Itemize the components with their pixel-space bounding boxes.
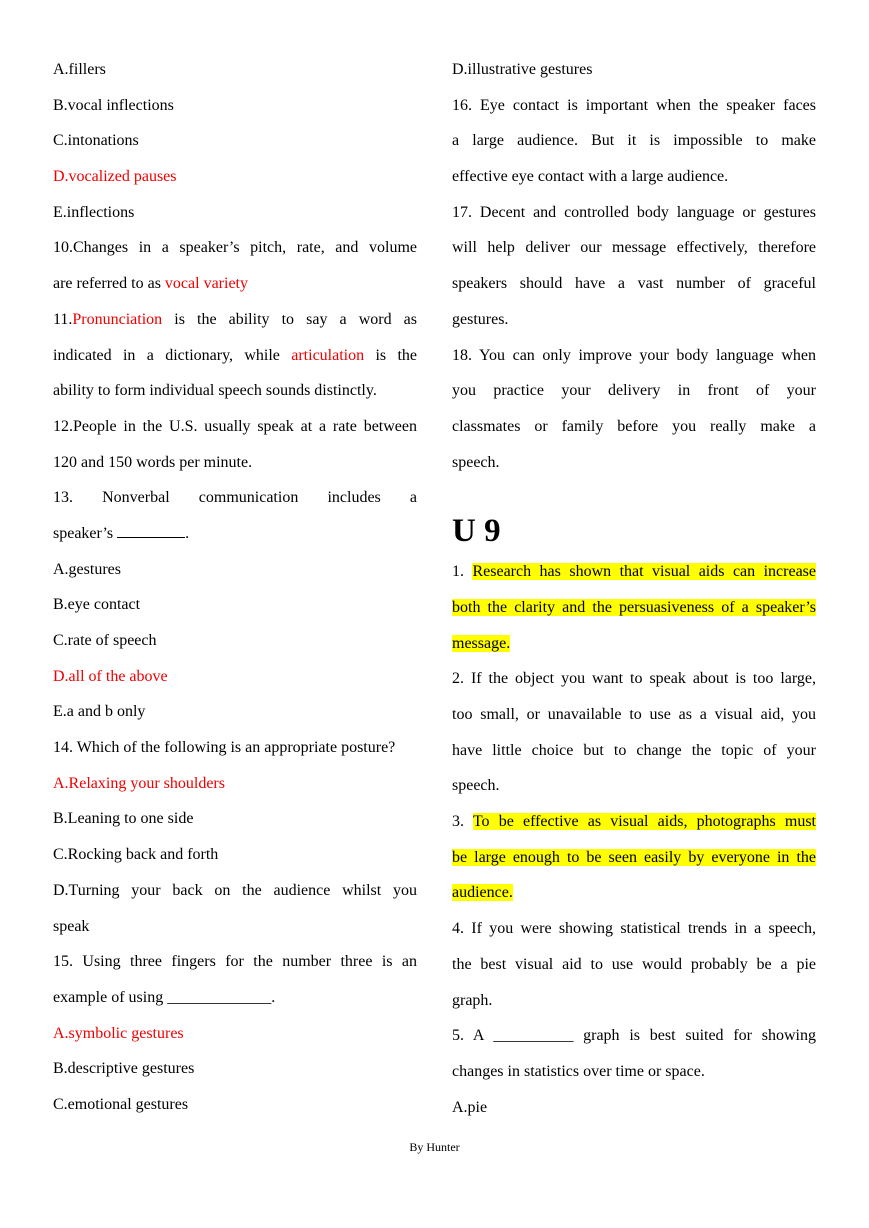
question-11-line: [53, 338, 417, 374]
u9-question-5-line: 5. A __________ graph is best suited for showing: [452, 1027, 816, 1045]
u9-question-2-line: speech.: [452, 777, 500, 795]
option-line: C.emotional gestures: [53, 1095, 189, 1113]
option-line: D.Turning your back on the audience whilst you: [53, 881, 417, 899]
left-column: [53, 52, 417, 1123]
fill-in-blank: [117, 523, 185, 538]
option-line: C.rate of speech: [53, 632, 157, 649]
option-line: A.fillers: [53, 61, 106, 78]
question-11-line: [53, 302, 417, 338]
text-span: 3.: [452, 813, 473, 831]
question-18-line: you practice your delivery in front of your: [452, 382, 816, 400]
question-12-line: 120 and 150 words per minute.: [53, 453, 253, 471]
option-line: C.Rocking back and forth: [53, 846, 219, 864]
option-line: B.eye contact: [53, 596, 141, 614]
highlighted-text: message.: [452, 634, 511, 652]
unit-heading: U 9: [452, 513, 501, 550]
answer-option: A.Relaxing your shoulders: [53, 774, 225, 792]
question-11-line: ability to form individual speech sounds distinctly.: [53, 382, 377, 400]
option-line: D.illustrative gestures: [452, 61, 593, 78]
highlighted-text: both the clarity and the persuasiveness of a speaker’s: [452, 598, 816, 616]
answer-option: D.vocalized pauses: [53, 168, 177, 186]
u9-question-1-line: [452, 554, 816, 590]
option-line: B.vocal inflections: [53, 96, 174, 114]
u9-question-2-line: have little choice but to change the topic of your: [452, 741, 816, 759]
option-line: B.descriptive gestures: [53, 1060, 195, 1078]
u9-question-1-line: [452, 626, 816, 662]
question-17-line: will help deliver our message effectively, therefore: [452, 239, 816, 257]
question-18-line: classmates or family before you really make a: [452, 417, 816, 435]
option-line: speak: [53, 917, 90, 935]
question-13-line: [53, 516, 417, 552]
question-16-line: effective eye contact with a large audience.: [452, 168, 729, 186]
question-17-line: speakers should have a vast number of graceful: [452, 275, 816, 293]
u9-question-3-line: [452, 840, 816, 876]
question-10-line: 10.Changes in a speaker’s pitch, rate, and volume: [53, 239, 417, 257]
text-span: are referred to as: [53, 275, 165, 293]
highlighted-text: To be effective as visual aids, photographs must: [472, 813, 816, 831]
u9-question-4-line: graph.: [452, 991, 493, 1009]
option-line: B.Leaning to one side: [53, 810, 194, 828]
question-15-line: example of using _____________.: [53, 988, 276, 1006]
u9-question-1-line: [452, 590, 816, 626]
answer-text: Pronunciation: [72, 310, 163, 328]
question-16-line: 16. Eye contact is important when the speaker faces: [452, 96, 816, 114]
answer-text: vocal variety: [164, 275, 248, 293]
option-line: A.pie: [452, 1098, 488, 1116]
highlighted-text: Research has shown that visual aids can increase: [472, 563, 817, 581]
question-10-line: [53, 266, 417, 302]
text-span: 11.: [53, 310, 73, 328]
option-line: E.a and b only: [53, 703, 146, 721]
question-16-line: a large audience. But it is impossible to make: [452, 132, 816, 150]
text-span: is the: [364, 346, 418, 364]
text-span: is the ability to say a word as: [162, 310, 417, 328]
page-footer: By Hunter: [409, 1140, 460, 1154]
question-13-line: 13. Nonverbal communication includes a: [53, 489, 417, 507]
question-17-line: gestures.: [452, 310, 509, 328]
text-span: indicated in a dictionary, while: [53, 346, 292, 364]
text-span: 1.: [452, 563, 473, 581]
u9-question-3-line: [452, 875, 816, 911]
option-line: C.intonations: [53, 132, 139, 150]
text-span: .: [185, 524, 190, 542]
question-14-line: 14. Which of the following is an appropriate posture?: [53, 739, 396, 757]
u9-question-5-line: changes in statistics over time or space.: [452, 1062, 705, 1080]
question-18-line: speech.: [452, 453, 500, 471]
highlighted-text: be large enough to be seen easily by everyone in the: [452, 848, 816, 866]
u9-question-2-line: too small, or unavailable to use as a visual aid, you: [452, 706, 816, 723]
u9-question-2-line: 2. If the object you want to speak about is too large,: [452, 670, 816, 688]
u9-question-3-line: [452, 804, 816, 840]
question-12-line: 12.People in the U.S. usually speak at a rate between: [53, 417, 417, 435]
text-span: speaker’s: [53, 524, 114, 542]
u9-question-4-line: 4. If you were showing statistical trends in a speech,: [452, 920, 816, 938]
answer-text: articulation: [291, 346, 365, 364]
u9-question-4-line: the best visual aid to use would probably be a pie: [452, 955, 816, 973]
answer-option: A.symbolic gestures: [53, 1024, 184, 1042]
question-15-line: 15. Using three fingers for the number three is an: [53, 953, 417, 971]
option-line: A.gestures: [53, 560, 121, 578]
right-column: [452, 52, 816, 1125]
question-18-line: 18. You can only improve your body language when: [452, 346, 816, 364]
answer-option: D.all of the above: [53, 667, 168, 685]
highlighted-text: audience.: [452, 884, 513, 902]
option-line: E.inflections: [53, 203, 135, 221]
question-17-line: 17. Decent and controlled body language or gestures: [452, 203, 816, 221]
